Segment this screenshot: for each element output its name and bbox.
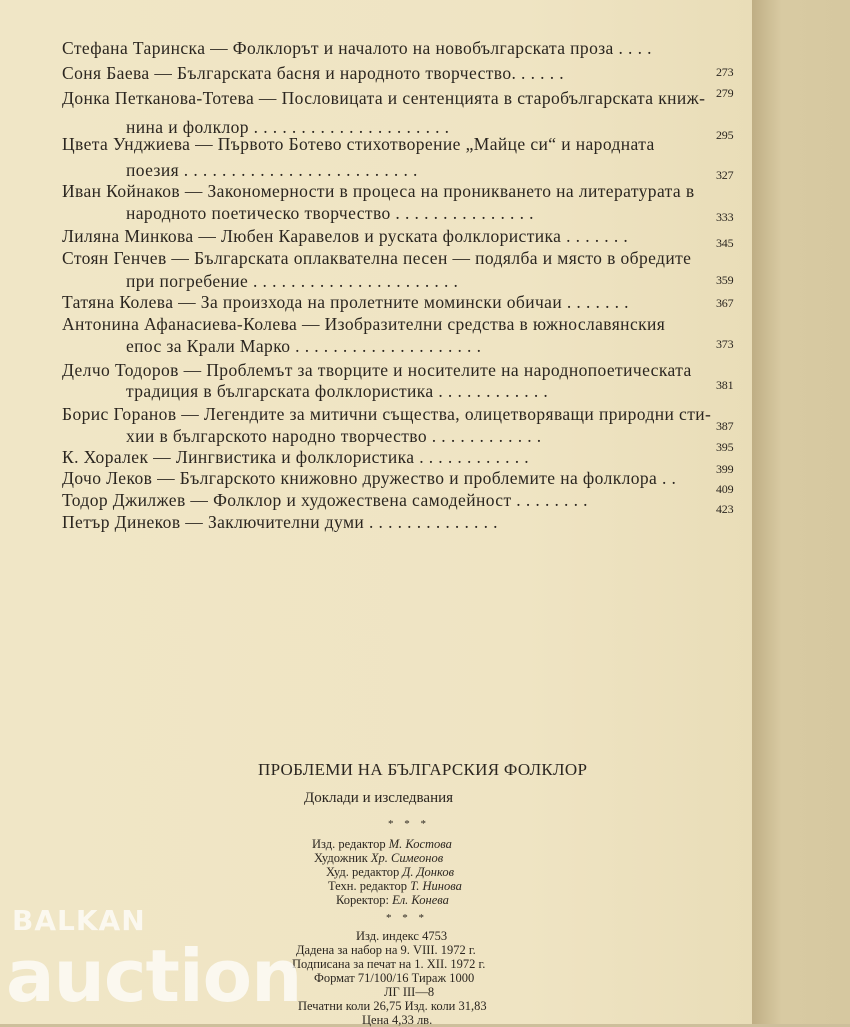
toc-entry-line: нина и фолклор . . . . . . . . . . . . . . . . . . . . . [126,117,450,137]
book-subtitle: Доклади и изследвания [304,790,454,806]
table-of-contents [0,0,752,560]
credit-role: Изд. редактор [312,837,386,851]
toc-entry-line: Иван Койнаков — Закономерности в процеса на проникването на литературата в [62,181,695,201]
toc-page-number: 395 [716,440,734,454]
toc-entry-line: К. Хоралек — Лингвистика и фолклористика . . . . . . . . . . . . [62,447,530,467]
toc-page-number: 423 [716,502,734,516]
imprint-detail: Дадена за набор на 9. VIII. 1972 г. [296,943,476,957]
credit-line [312,837,452,851]
toc-page-number: 359 [716,273,734,287]
watermark-text: BALKAN [12,904,146,937]
toc-entry-line: традиция в българската фолклористика . . . . . . . . . . . . [126,381,549,401]
imprint-detail: ЛГ III—8 [384,985,435,999]
toc-entry-line: хии в българското народно творчество . . . . . . . . . . . . [126,426,542,446]
separator-stars: * * * [388,818,430,830]
toc-page-number: 279 [716,86,734,100]
toc-page-number: 387 [716,419,734,433]
toc-page-number: 373 [716,337,734,351]
toc-entry-line: Соня Баева — Българската басня и народното творчество. . . . . . [62,63,565,83]
imprint-detail: Подписана за печат на 1. XII. 1972 г. [292,957,486,971]
credit-name: М. Костова [388,837,452,851]
imprint-detail: Печатни коли 26,75 Изд. коли 31,83 [298,999,487,1013]
toc-entry-line: Стоян Генчев — Българската оплаквателна песен — подялба и място в обредите [62,248,692,268]
toc-page-number: 409 [716,482,734,496]
credit-line [328,879,462,893]
toc-entry-line: Донка Петканова-Тотева — Пословицата и сентенцията в старобългарската книж- [62,88,706,108]
toc-entry-line: Борис Горанов — Легендите за митични същества, олицетворяващи природни сти- [62,404,712,424]
toc-entry-line: Стефана Таринска — Фолклорът и началото на новобългарската проза . . . . [62,38,652,58]
credit-name: Ел. Конева [392,893,449,907]
toc-entry-line: Антонина Афанасиева-Колева — Изобразителни средства в южнославянския [62,314,666,334]
toc-entry-line: Лиляна Минкова — Любен Каравелов и руската фолклористика . . . . . . . [62,226,629,246]
toc-entry-line: епос за Крали Марко . . . . . . . . . . . . . . . . . . . . [126,336,482,356]
credit-name: Д. Донков [402,865,455,879]
credit-role: Коректор: [336,893,389,907]
watermark [0,880,300,1020]
watermark-text: auction [6,934,302,1018]
toc-page-number: 273 [716,65,734,79]
toc-entry-line: Татяна Колева — За произхода на пролетните момински обичаи . . . . . . . [62,292,629,312]
toc-entry-line: народното поетическо творчество . . . . . . . . . . . . . . . [126,203,534,223]
toc-entry-line: при погребение . . . . . . . . . . . . . . . . . . . . . . [126,271,459,291]
toc-page-number: 345 [716,236,734,250]
book-title: ПРОБЛЕМИ НА БЪЛГАРСКИЯ ФОЛКЛОР [258,760,588,779]
credit-role: Художник [314,851,368,865]
toc-entry-line: Делчо Тодоров — Проблемът за творците и носителите на народнопоетическата [62,360,692,380]
imprint-detail: Изд. индекс 4753 [356,929,448,943]
toc-page-number: 295 [716,128,734,142]
toc-entry-line: Дочо Леков — Българското книжовно дружество и проблемите на фолклора . . [62,468,677,488]
credit-line [326,865,454,879]
imprint-detail: Цена 4,33 лв. [362,1013,433,1027]
separator-stars: * * * [386,912,428,924]
toc-page-number: 333 [716,210,734,224]
facing-page-edge [752,0,850,1024]
toc-page-number: 399 [716,462,734,476]
credit-role: Техн. редактор [328,879,407,893]
credit-line [314,851,443,865]
toc-entry-line: Петър Динеков — Заключителни думи . . . . . . . . . . . . . . [62,512,498,532]
imprint-detail: Формат 71/100/16 Тираж 1000 [314,971,475,985]
credit-name: Хр. Симеонов [370,851,444,865]
toc-entry-line: Тодор Джилжев — Фолклор и художествена самодейност . . . . . . . . [62,490,588,510]
toc-page-number: 367 [716,296,734,310]
toc-entry-line: Цвета Унджиева — Първото Ботево стихотворение „Майце си“ и народната [62,134,655,154]
credit-role: Худ. редактор [326,865,400,879]
toc-page-number: 381 [716,378,734,392]
credit-name: Т. Нинова [410,879,462,893]
toc-entry-line: поезия . . . . . . . . . . . . . . . . . . . . . . . . . [126,160,418,180]
credit-line [336,893,449,907]
toc-page-number: 327 [716,168,734,182]
